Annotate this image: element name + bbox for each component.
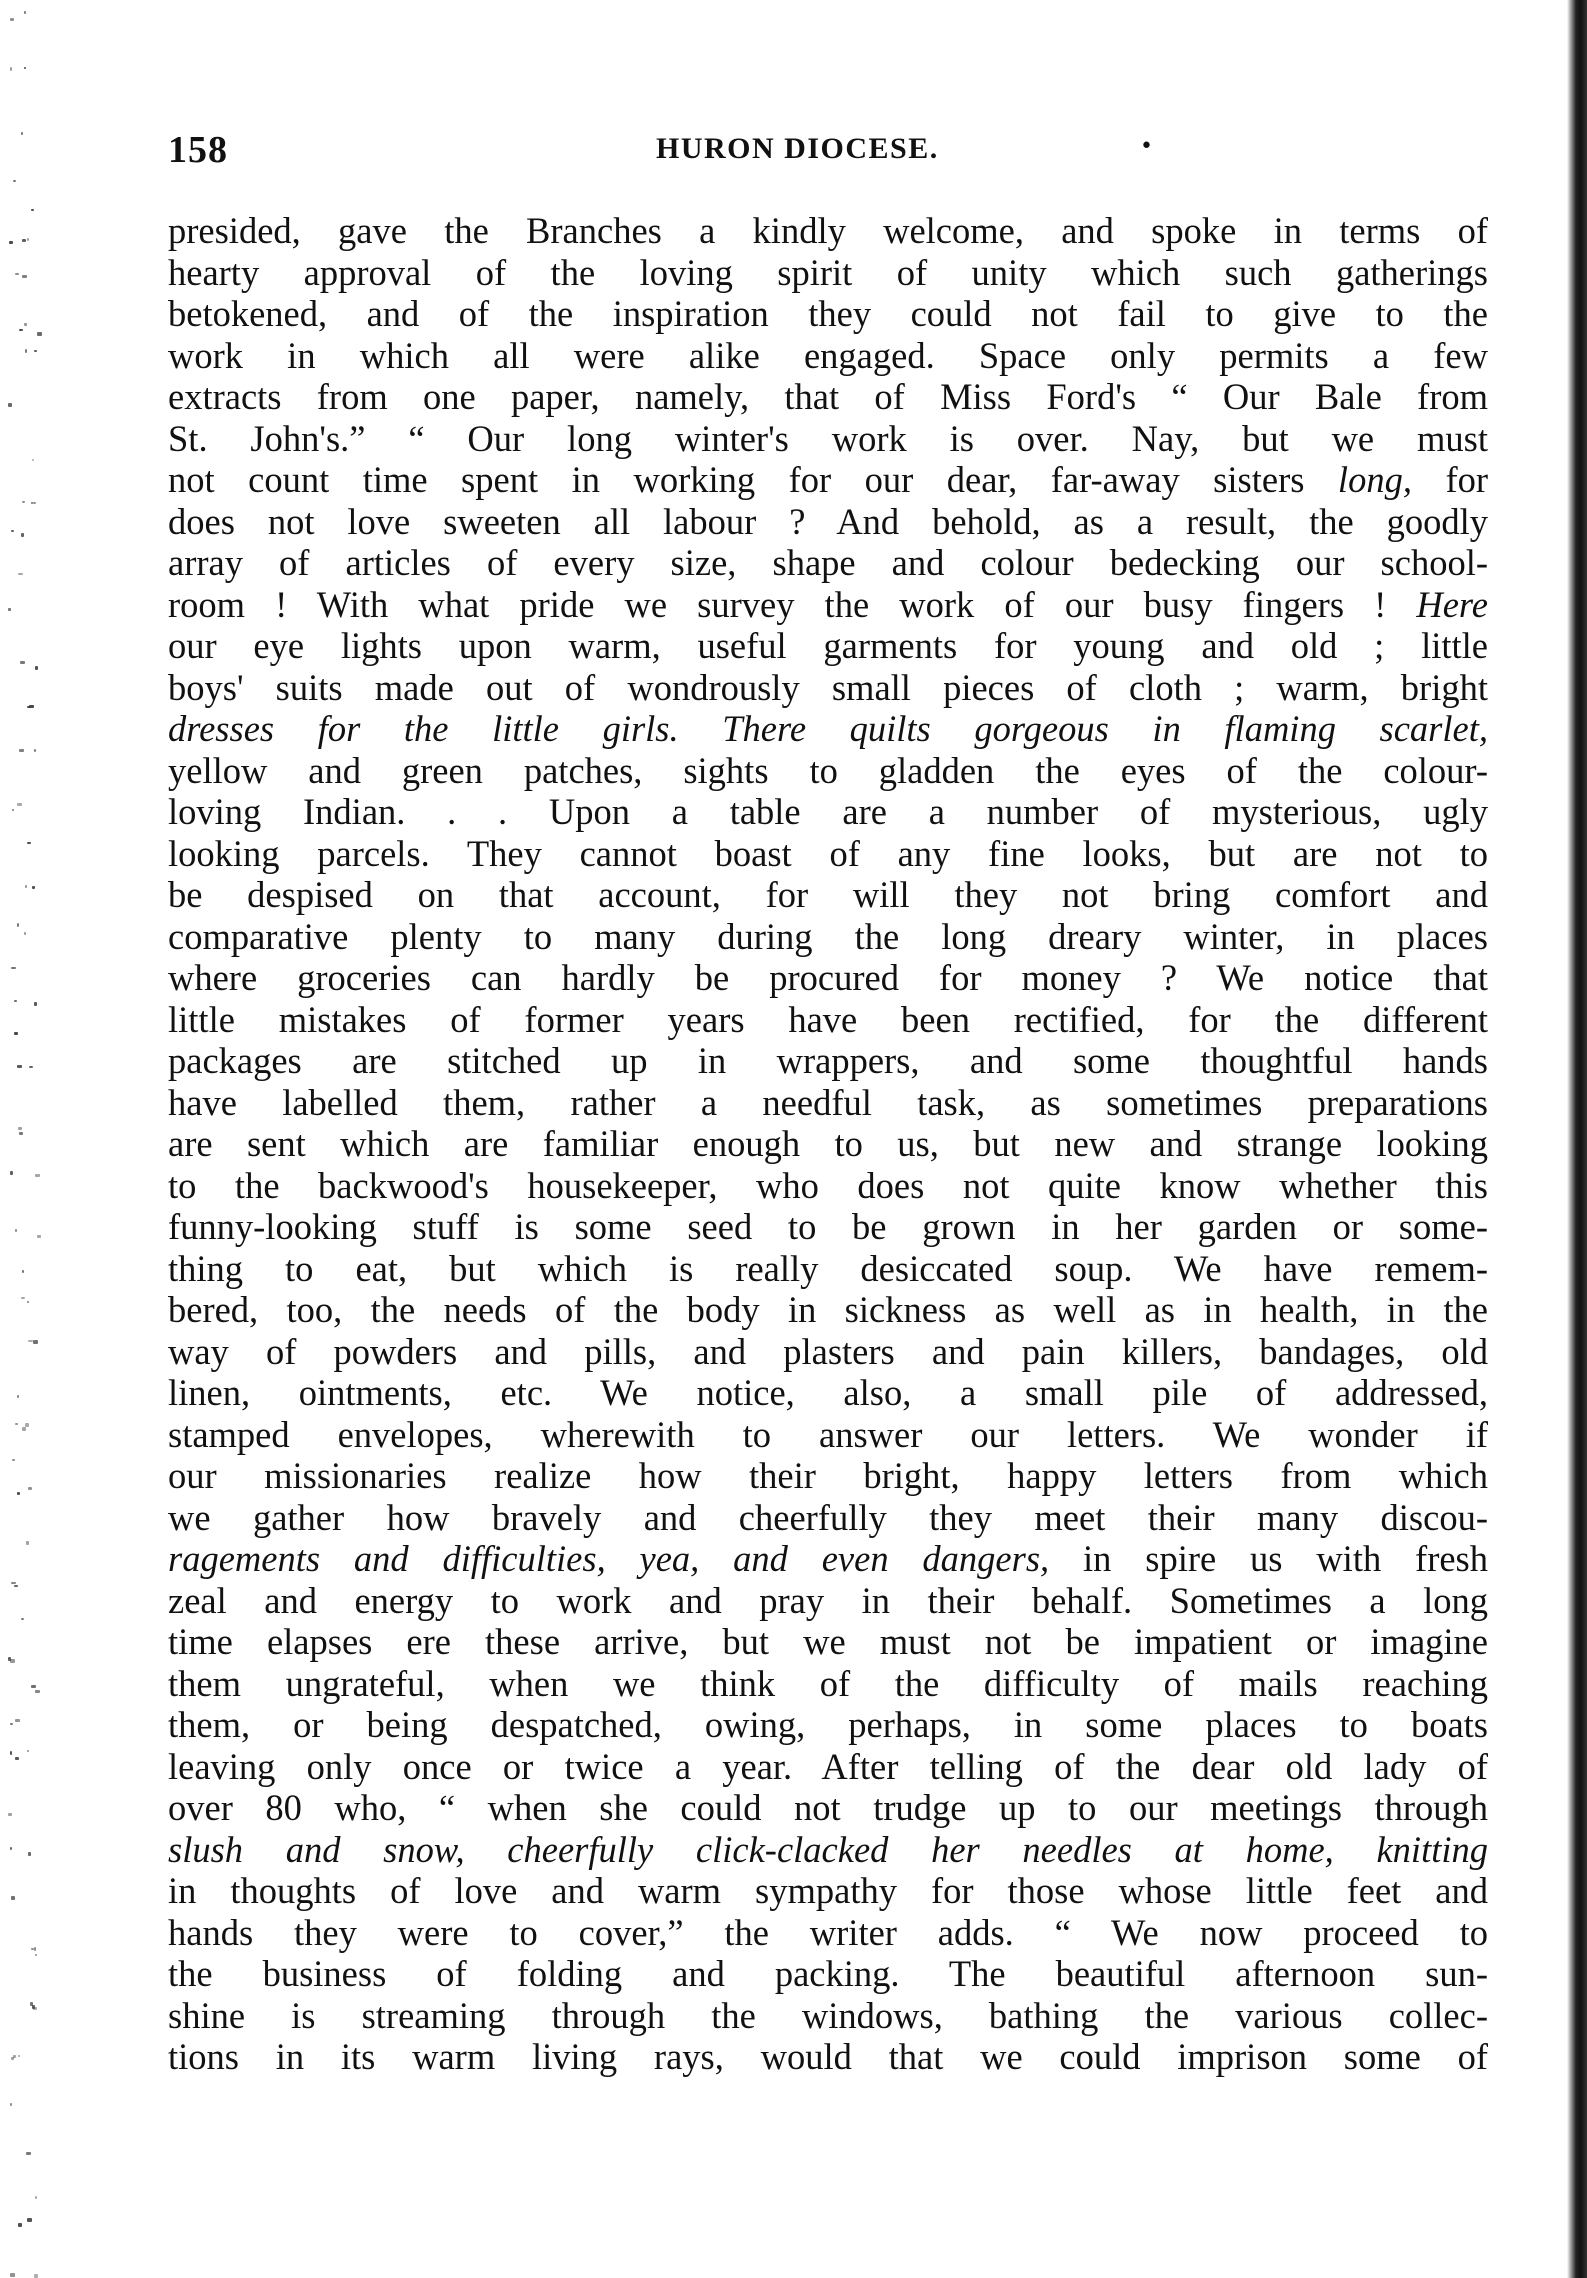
text-line: work in which all were alike engaged. Space only permits a few	[168, 334, 1488, 376]
text-line: our eye lights upon warm, useful garments for young and old ; little	[168, 625, 1488, 666]
text-line: stamped envelopes, wherewith to answer our letters. We wonder if	[168, 1413, 1488, 1455]
text-line: to the backwood's housekeeper, who does not quite know whether this	[168, 1164, 1488, 1206]
text-line: comparative plenty to many during the long dreary winter, in places	[168, 915, 1488, 957]
text-line: does not love sweeten all labour ? And behold, as a result, the goodly	[168, 500, 1488, 542]
text-line: yellow and green patches, sights to gladden the eyes of the colour-	[168, 749, 1488, 791]
binding-edge	[1567, 0, 1587, 2278]
text-line: presided, gave the Branches a kindly welcome, and spoke in terms of	[168, 210, 1488, 251]
text-line: time elapses ere these arrive, but we must not be impatient or imagine	[168, 1621, 1488, 1662]
text-line: be despised on that account, for will they not bring comfort and	[168, 874, 1488, 915]
text-line: where groceries can hardly be procured for money ? We notice that	[168, 957, 1488, 998]
text-line: our missionaries realize how their bright, happy letters from which	[168, 1455, 1488, 1496]
text-line: ragements and difficulties, yea, and even dangers, in spire us with fresh	[168, 1538, 1488, 1579]
text-line: betokened, and of the inspiration they could not fail to give to the	[168, 293, 1488, 334]
scan-margin-noise	[8, 0, 48, 2278]
text-line: we gather how bravely and cheerfully they meet their many discou-	[168, 1496, 1488, 1538]
text-line: St. John's.” “ Our long winter's work is over. Nay, but we must	[168, 417, 1488, 459]
text-line: dresses for the little girls. There quilts gorgeous in flaming scarlet,	[168, 708, 1488, 749]
text-line: hearty approval of the loving spirit of unity which such gatherings	[168, 251, 1488, 293]
text-line: looking parcels. They cannot boast of any fine looks, but are not to	[168, 832, 1488, 874]
text-line: them ungrateful, when we think of the difficulty of mails reaching	[168, 1662, 1488, 1704]
text-line: them, or being despatched, owing, perhaps, in some places to boats	[168, 1704, 1488, 1745]
text-line: extracts from one paper, namely, that of Miss Ford's “ Our Bale from	[168, 376, 1488, 417]
page-header	[168, 128, 1488, 178]
text-line: over 80 who, “ when she could not trudge up to our meetings through	[168, 1787, 1488, 1828]
text-line: the business of folding and packing. The beautiful afternoon sun-	[168, 1953, 1488, 1994]
text-line: tions in its warm living rays, would that we could imprison some of	[168, 2036, 1488, 2077]
body-text	[168, 210, 1488, 2078]
text-line: array of articles of every size, shape and colour bedecking our school-	[168, 542, 1488, 583]
text-line: funny-looking stuff is some seed to be grown in her garden or some-	[168, 1206, 1488, 1247]
text-line: in thoughts of love and warm sympathy for those whose little feet and	[168, 1870, 1488, 1911]
text-line: zeal and energy to work and pray in their behalf. Sometimes a long	[168, 1579, 1488, 1621]
text-line: linen, ointments, etc. We notice, also, a small pile of addressed,	[168, 1372, 1488, 1413]
text-line: not count time spent in working for our dear, far-away sisters long, for	[168, 459, 1488, 500]
text-line: are sent which are familiar enough to us, but new and strange looking	[168, 1123, 1488, 1164]
text-line: shine is streaming through the windows, bathing the various collec-	[168, 1994, 1488, 2036]
text-line: room ! With what pride we survey the work of our busy fingers ! Here	[168, 583, 1488, 625]
text-line: have labelled them, rather a needful task, as sometimes preparations	[168, 1081, 1488, 1123]
header-mark: •	[1140, 134, 1153, 159]
text-line: little mistakes of former years have been rectified, for the different	[168, 998, 1488, 1040]
text-line: boys' suits made out of wondrously small pieces of cloth ; warm, bright	[168, 666, 1488, 708]
text-line: leaving only once or twice a year. After telling of the dear old lady of	[168, 1745, 1488, 1787]
text-line: thing to eat, but which is really desiccated soup. We have remem-	[168, 1247, 1488, 1289]
running-head: HURON DIOCESE.	[656, 132, 939, 165]
text-line: hands they were to cover,” the writer adds. “ We now proceed to	[168, 1911, 1488, 1953]
text-line: way of powders and pills, and plasters and pain killers, bandages, old	[168, 1330, 1488, 1372]
text-line: loving Indian. . . Upon a table are a number of mysterious, ugly	[168, 791, 1488, 832]
page-number: 158	[168, 129, 228, 171]
text-line: packages are stitched up in wrappers, and some thoughtful hands	[168, 1040, 1488, 1081]
text-line: slush and snow, cheerfully click-clacked her needles at home, knitting	[168, 1828, 1488, 1870]
text-line: bered, too, the needs of the body in sickness as well as in health, in the	[168, 1289, 1488, 1330]
